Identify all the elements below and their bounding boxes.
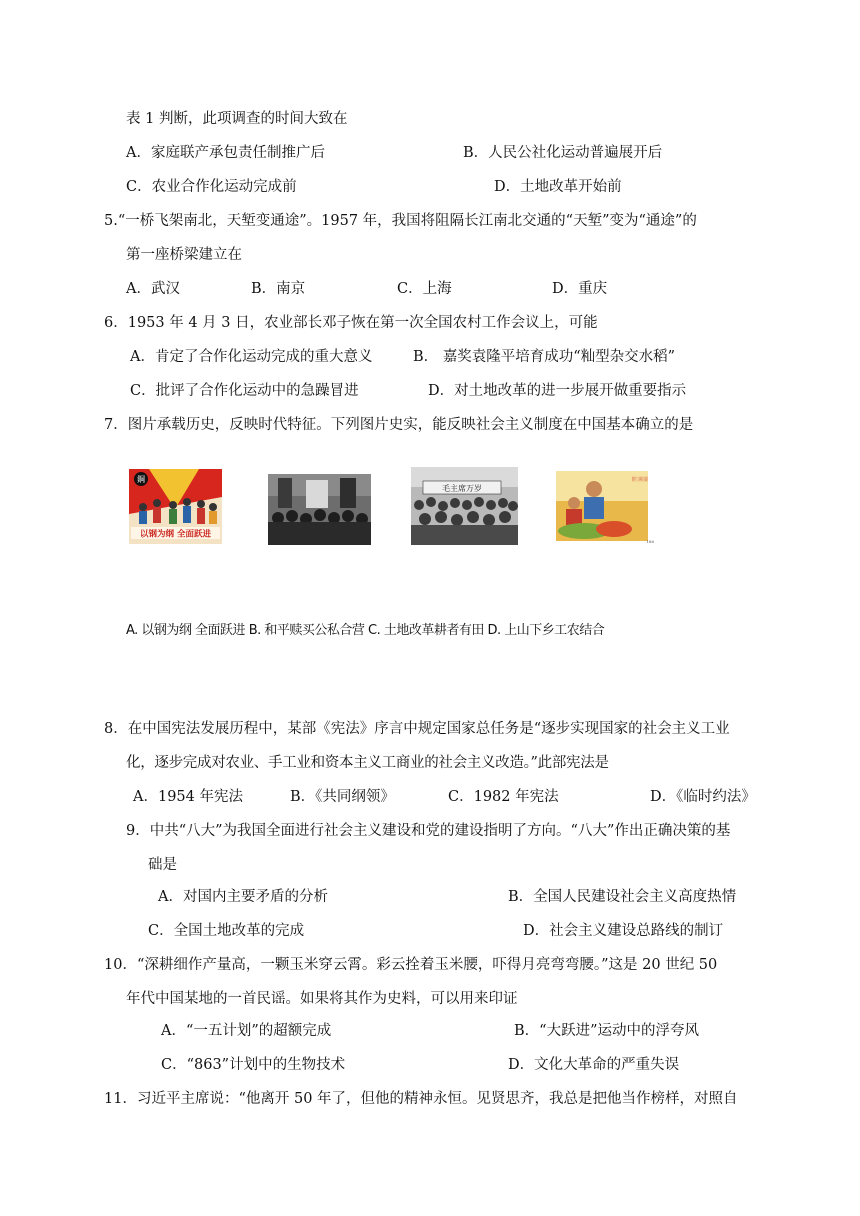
photo-c-banner: 毛主席万岁 [442, 484, 482, 493]
q10-option-b: B．“大跃进”运动中的浮夸风 [514, 1023, 699, 1039]
q5-option-b: B．南京 [251, 281, 306, 297]
q8-stem-line-2: 化，逐步完成对农业、手工业和资本主义工商业的社会主义改造。”此部宪法是 [126, 755, 609, 771]
q11-stem-line-1: 11．习近平主席说：“他离开 50 年了，但他的精神永恒。见贤思齐，我总是把他当作榜样，对照自 [104, 1091, 738, 1107]
poster-d-number: 186 [646, 539, 654, 544]
q10-stem-line-1: 10．“深耕细作产量高，一颗玉米穿云霄。彩云拴着玉米腰，吓得月亮弯弯腰。”这是 20 世纪 50 [104, 957, 718, 973]
q5-option-a: A．武汉 [126, 281, 180, 297]
q7-stem: 7．图片承载历史，反映时代特征。下列图片史实，能反映社会主义制度在中国基本确立的是 [104, 417, 694, 433]
q10-stem-line-2: 年代中国某地的一首民谣。如果将其作为史料，可以用来印证 [126, 991, 518, 1007]
q9-option-a: A．对国内主要矛盾的分析 [158, 889, 328, 905]
q6-option-d: D．对土地改革的进一步展开做重要指示 [428, 383, 687, 399]
q6-stem: 6．1953 年 4 月 3 日，农业部长邓子恢在第一次全国农村工作会议上，可能 [104, 315, 598, 331]
q9-option-d: D．社会主义建设总路线的制订 [523, 923, 724, 939]
q9-stem-line-2: 础是 [148, 857, 177, 873]
q5-stem-line-1: 5.“一桥飞架南北，天堑变通途”。1957 年，我国将阻隔长江南北交通的“天堑”变为“通途”的 [104, 213, 697, 229]
q10-option-d: D．文化大革命的严重失误 [508, 1057, 680, 1073]
poster-a-banner: 以钢为纲 全面跃进 [140, 529, 211, 540]
picture-b-photo-ceremony [268, 474, 371, 545]
q8-option-c: C．1982 年宪法 [448, 789, 559, 805]
q8-option-a: A．1954 年宪法 [133, 789, 243, 805]
q9-option-c: C．全国土地改革的完成 [148, 923, 305, 939]
q6-option-c: C．批评了合作化运动中的急躁冒进 [130, 383, 359, 399]
q10-option-c: C．“863”计划中的生物技术 [161, 1057, 346, 1073]
q4-option-d: D．土地改革开始前 [494, 179, 622, 195]
picture-d-poster [554, 469, 732, 545]
q8-option-d: D．《临时约法》 [650, 789, 756, 805]
q4-stem-tail: 表 1 判断，此项调查的时间大致在 [126, 111, 348, 127]
picture-a-steel-poster [129, 469, 222, 544]
q5-option-d: D．重庆 [552, 281, 608, 297]
q7-options: A. 以钢为纲 全面跃进 B. 和平赎买公私合营 C. 土地改革耕者有田 D. 上山下乡工农结合 [126, 623, 605, 638]
q4-option-a: A．家庭联产承包责任制推广后 [126, 145, 325, 161]
q8-stem-line-1: 8．在中国宪法发展历程中，某部《宪法》序言中规定国家总任务是“逐步实现国家的社会主义工业 [104, 721, 730, 737]
q5-stem-line-2: 第一座桥梁建立在 [126, 247, 242, 263]
q10-option-a: A．“一五计划”的超额完成 [161, 1023, 332, 1039]
q9-stem-line-1: 9．中共“八大”为我国全面进行社会主义建设和党的建设指明了方向。“八大”作出正确决策的基 [126, 823, 731, 839]
poster-a-badge: 鋼 [137, 475, 145, 484]
q4-option-c: C．农业合作化运动完成前 [126, 179, 297, 195]
poster-d-text: 钢铁时代 生产工人 将各种农业产品 援助农村 [632, 477, 732, 483]
q5-option-c: C．上海 [397, 281, 452, 297]
picture-c-photo-crowd [411, 467, 518, 545]
q6-option-a: A．肯定了合作化运动完成的重大意义 [130, 349, 373, 365]
q6-option-b: B． 嘉奖袁隆平培育成功“籼型杂交水稻” [413, 349, 676, 365]
q4-option-b: B．人民公社化运动普遍展开后 [463, 145, 663, 161]
q9-option-b: B．全国人民建设社会主义高度热情 [508, 889, 737, 905]
q8-option-b: B．《共同纲领》 [290, 789, 395, 805]
